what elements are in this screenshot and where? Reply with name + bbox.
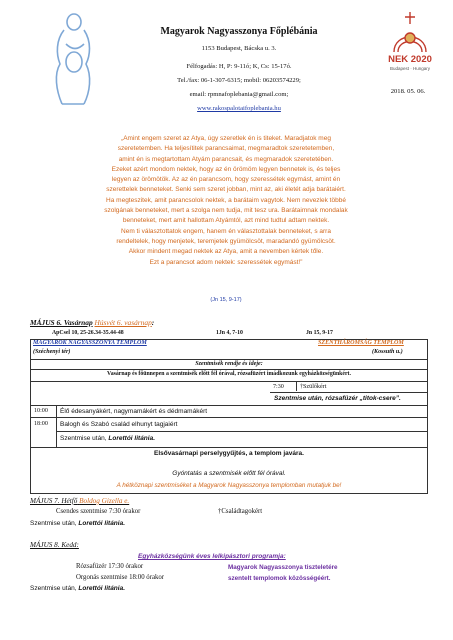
quote-line: Ezt a parancsot adom nektek: szeressétek egymást!” [149, 258, 303, 266]
second-mass-intention: †Szülőkért [300, 384, 327, 390]
weekday-notice: A hétköznapi szentmiséket a Magyarok Nagyasszonya templomban mutatjuk be! [116, 482, 342, 489]
quote-line: amint én is megtartottam Atyám parancsait, és megmaradok szeretetében. [118, 155, 334, 163]
program-text-1: Magyarok Nagyasszonya tiszteletére [228, 564, 338, 571]
monday-day-label: MÁJUS 7. Hétfő [30, 497, 78, 505]
monday-saint: Boldog Gizella e. [79, 497, 130, 505]
main-church-location: (Széchenyi tér) [33, 349, 71, 355]
main-church-name: MAGYAROK NAGYASSZONYA TEMPLOM [33, 340, 147, 346]
divider [30, 447, 428, 448]
quote-line: Ezeket azért mondom nektek, hogy az én örömöm legyen bennetek is, és teljes [111, 165, 341, 173]
mass-intention: Balogh és Szabó család elhunyt tagjaiért [60, 421, 178, 428]
second-mass-time: 7:30 [273, 384, 284, 390]
reading-2: 1Jn 4, 7-10 [216, 330, 243, 336]
monday-intention: †Családtagokért [218, 508, 263, 515]
sunday-day-label: MÁJUS 6. Vasárnap [30, 318, 93, 327]
monday-after-mass: Szentmise után, Lorettói litánia. [30, 520, 126, 527]
quote-line: „Amint engem szeret az Atya, úgy szeretlek én is titeket. Maradjatok meg [121, 135, 331, 142]
address: 1153 Budapest, Bácska u. 3. [201, 45, 277, 52]
divider [30, 381, 428, 382]
quote-line: szeretetemben. Ha teljesítitek parancsaimat, megmaradtok szeretetemben, [117, 145, 335, 153]
program-title: Egyházközségünk éves lelkipásztori programja: [138, 553, 286, 560]
confession-note: Gyóntatás a szentmisék előtt fél órával. [172, 470, 286, 477]
quote-line: Ha megteszitek, amit parancsolok nektek, a barátaim vagytok. Nem nevezlek többé [106, 196, 346, 204]
parish-logo-icon [50, 10, 96, 108]
divider [56, 431, 428, 432]
quote-reference: (Jn 15, 9-17) [210, 297, 242, 303]
sunday-heading: MÁJUS 6. Vasárnap Húsvét 6. vasárnap: [30, 318, 155, 327]
tuesday-after-mass: Szentmise után, Lorettói litánia. [30, 585, 126, 592]
second-church-name: SZENTHÁROMSÁG TEMPLOM [318, 340, 404, 346]
quote-line: szerettelek benneteket. Senki sem szeret jobban, mint az, aki életét adja barátaiért. [106, 186, 346, 194]
divider [56, 405, 57, 447]
gospel-quote [46, 134, 406, 268]
quote-line: benneteket, mert amit hallottam Atyámtól, azt mind tudtul adtam nektek. [122, 217, 330, 225]
rosary-note: Vasárnap és főünnepen a szentmisék előtt fél órával, rózsafüzért imádkozunk egyházközségünkért. [30, 369, 428, 379]
collection-note: Elsővasárnapi perselygyűjtés, a templom javára. [154, 450, 304, 457]
reading-1: ApCsel 10, 25-26.34-35.44-48 [52, 330, 124, 336]
mass-time: 10:00 [34, 408, 48, 414]
monday-heading [30, 497, 129, 505]
monday-mass: Csendes szentmise 7:30 órakor [56, 508, 141, 515]
tuesday-rosary: Rózsafüzér 17:30 órakor [76, 563, 144, 570]
after-mass-note: Szentmise után, Lorettói litánia. [60, 435, 156, 442]
quote-line: rendeltelek, hogy menjetek, teremjetek gyümölcsöt, maradandó gyümölcsöt. [116, 237, 336, 245]
divider [30, 405, 428, 406]
nek-sublabel: Budapest · Hungary [389, 66, 431, 71]
office-hours: Félfogadás: H, P: 9-11ó; K, Cs: 15-17ó. [186, 63, 292, 70]
divider [30, 417, 428, 418]
quote-line: szolgának benneteket, mert a szolga nem tudja, mit tesz ura. Barátaimnak mondalak [104, 207, 348, 215]
email: email: rpmnafoplebania@gmail.com; [189, 91, 289, 98]
quote-line: Nem ti választottatok engem, hanem én választottalak benneteket, s arra [121, 227, 331, 235]
tuesday-day-label: MÁJUS 8. Kedd: [30, 541, 79, 549]
tuesday-mass: Orgonás szentmise 18:00 órakor [76, 574, 165, 581]
nek-label: NEK 2020 [388, 54, 432, 65]
mass-time: 18:00 [34, 421, 48, 427]
second-church-location: (Kossuth u.) [372, 349, 403, 355]
sunday-feast: Húsvét 6. vasárnap [94, 318, 152, 327]
quote-line: legyen az örömötök. Az az én parancsom, hogy szeressétek egymást, amint én [111, 176, 341, 184]
mass-intention: Élő édesanyákért, nagymamákért és dédmamákért [60, 408, 208, 415]
reading-3: Jn 15, 9-17 [306, 330, 333, 336]
divider [270, 392, 428, 393]
program-text-2: szentelt templomok közösségéért. [228, 575, 331, 582]
parish-title: Magyarok Nagyasszonya Főplébánia [160, 26, 318, 37]
quote-line: Akkor mindent megad nektek az Atya, amit a nevemben kértek tőle. [128, 248, 324, 256]
phone: Tel./fax: 06-1-307-6315; mobil: 06203574229; [177, 77, 301, 84]
second-after-mass: Szentmise után, rózsafüzér „titok-csere”. [274, 395, 401, 402]
divider [296, 381, 297, 391]
nek-2020-logo-icon [380, 8, 440, 88]
bulletin-date: 2018. 05. 06. [390, 88, 426, 95]
mass-order-heading: Szentmisék rendje és ideje: [30, 359, 428, 369]
website-link[interactable]: www.rakospalotaifoplebania.hu [197, 105, 281, 112]
